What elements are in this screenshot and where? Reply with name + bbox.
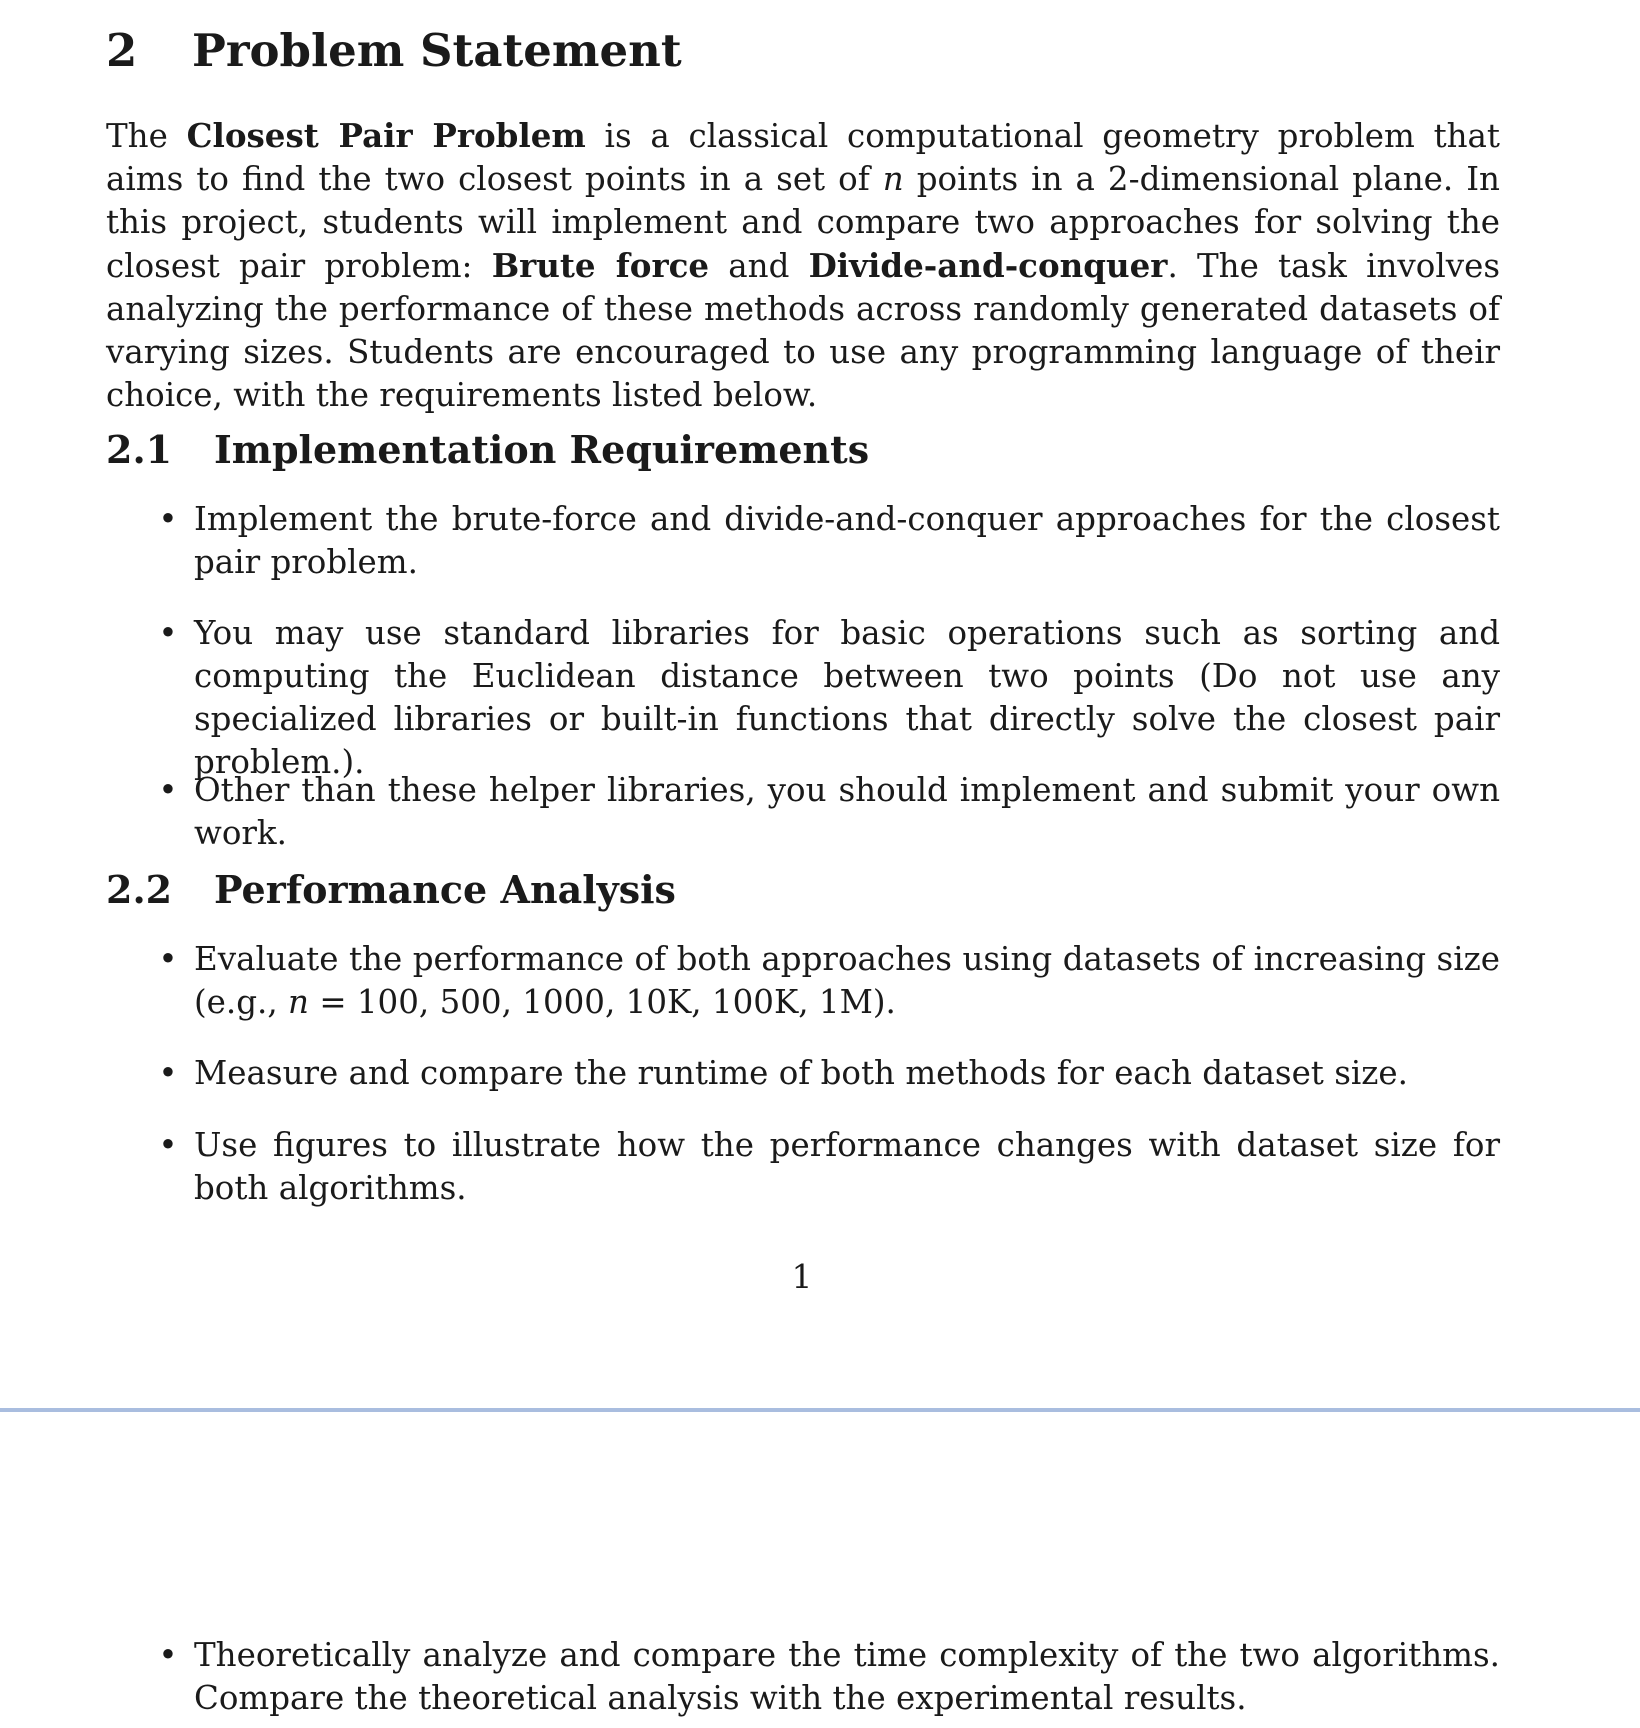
intro-bold-term: Divide-and-conquer bbox=[808, 246, 1168, 285]
list-item-text bbox=[194, 938, 1500, 1024]
list-item bbox=[158, 769, 1500, 855]
intro-text: The bbox=[106, 117, 187, 155]
bullet-icon: • bbox=[158, 1636, 178, 1674]
dataset-sizes: = 100, 500, 1000, 10K, 100K, 1M). bbox=[308, 983, 896, 1021]
intro-text: . The task involves analyzing the performance of these methods across randomly generated datasets of varying sizes. Students are encouraged to use any programming language of their choice, with the requirements listed below. bbox=[106, 247, 1500, 414]
subsection-heading bbox=[106, 422, 869, 478]
list-item-text: Other than these helper libraries, you should implement and submit your own work. bbox=[194, 771, 1500, 852]
section-title: Problem Statement bbox=[192, 24, 682, 77]
subsection-heading bbox=[106, 862, 676, 918]
intro-paragraph bbox=[106, 114, 1500, 417]
list-item-text: Theoretically analyze and compare the time complexity of the two algorithms. Compare the theoretical analysis with the experimental results. bbox=[194, 1636, 1500, 1717]
list-item bbox=[158, 612, 1500, 784]
list-item bbox=[158, 1124, 1500, 1210]
section-number: 2 bbox=[106, 24, 138, 77]
list-item bbox=[158, 1052, 1500, 1095]
bullet-icon: • bbox=[158, 771, 178, 809]
section-heading bbox=[106, 18, 682, 84]
math-variable: n bbox=[882, 160, 904, 198]
list-item bbox=[158, 498, 1500, 584]
bullet-icon: • bbox=[158, 940, 178, 978]
list-item-text: You may use standard libraries for basic operations such as sorting and computing the Euclidean distance between two points (Do not use any specialized libraries or built-in functions that directly solve the closest pair problem.). bbox=[194, 614, 1500, 781]
subsection-number: 2.1 bbox=[106, 427, 173, 472]
intro-text: is a classical computational geometry problem that aims to find the two closest points in a set of bbox=[106, 117, 1500, 198]
subsection-title: Performance Analysis bbox=[214, 867, 676, 912]
bullet-icon: • bbox=[158, 500, 178, 538]
list-item bbox=[158, 1634, 1500, 1720]
intro-bold-term: Brute force bbox=[491, 246, 710, 285]
page-divider bbox=[0, 1408, 1640, 1412]
list-item-text: Measure and compare the runtime of both methods for each dataset size. bbox=[194, 1054, 1408, 1092]
page-number: 1 bbox=[791, 1258, 813, 1296]
math-variable: n bbox=[288, 983, 309, 1021]
intro-text: points in a 2-dimensional plane. In this project, students will implement and compare two approaches for solving the closest pair problem: bbox=[106, 160, 1500, 285]
list-item bbox=[158, 938, 1500, 1024]
subsection-number: 2.2 bbox=[106, 867, 173, 912]
list-item-text-part: Evaluate the performance of both approaches using datasets of increasing size (e.g., bbox=[194, 940, 1500, 1021]
intro-text: and bbox=[709, 247, 809, 285]
subsection-title: Implementation Requirements bbox=[214, 427, 870, 472]
list-item-text: Implement the brute-force and divide-and-conquer approaches for the closest pair problem. bbox=[194, 500, 1500, 581]
list-item-text: Use figures to illustrate how the performance changes with dataset size for both algorithms. bbox=[194, 1126, 1500, 1207]
bullet-icon: • bbox=[158, 614, 178, 652]
bullet-icon: • bbox=[158, 1126, 178, 1164]
bullet-icon: • bbox=[158, 1054, 178, 1092]
intro-bold-term: Closest Pair Problem bbox=[186, 116, 586, 155]
